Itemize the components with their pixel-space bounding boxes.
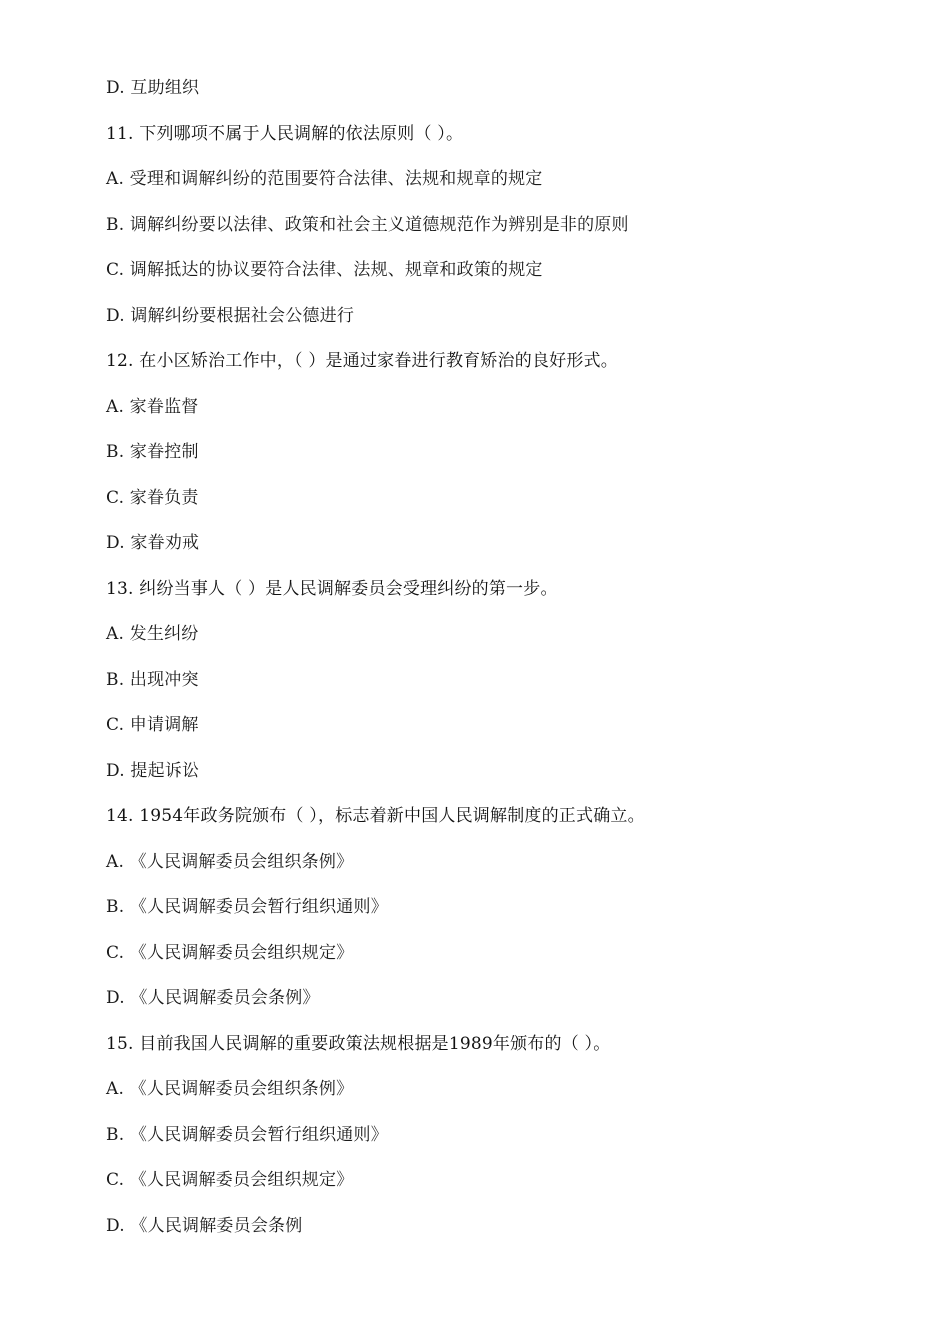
option-line: B. 出现冲突 <box>106 669 199 690</box>
option-line: B. 调解纠纷要以法律、政策和社会主义道德规范作为辨别是非的原则 <box>106 214 629 235</box>
option-line: A. 家眷监督 <box>106 396 199 417</box>
question-list <box>106 72 906 1255</box>
option-line: A. 受理和调解纠纷的范围要符合法律、法规和规章的规定 <box>106 169 543 189</box>
option-line: A. 发生纠纷 <box>106 624 199 644</box>
option-line: D. 调解纠纷要根据社会公德进行 <box>106 305 355 326</box>
option-line: D. 家眷劝戒 <box>106 533 200 553</box>
option-line: C. 调解抵达的协议要符合法律、法规、规章和政策的规定 <box>106 260 543 280</box>
option-line: B. 《人民调解委员会暂行组织通则》 <box>106 1124 388 1145</box>
option-line: B. 家眷控制 <box>106 442 199 462</box>
question-line: 14. 1954年政务院颁布（ ），标志着新中国人民调解制度的正式确立。 <box>106 806 645 826</box>
question-line: 11. 下列哪项不属于人民调解的依法原则（ ）。 <box>106 123 464 144</box>
option-line: D. 《人民调解委员会条例》 <box>106 988 320 1008</box>
option-line: C. 《人民调解委员会组织规定》 <box>106 1170 354 1190</box>
question-line: 13. 纠纷当事人（ ）是人民调解委员会受理纠纷的第一步。 <box>106 578 558 599</box>
option-line: C. 家眷负责 <box>106 487 199 508</box>
option-line: A. 《人民调解委员会组织条例》 <box>106 851 354 872</box>
option-line: A. 《人民调解委员会组织条例》 <box>106 1079 354 1099</box>
option-line: D. 互助组织 <box>106 78 200 98</box>
option-line: D. 提起诉讼 <box>106 760 200 781</box>
question-line: 12. 在小区矫治工作中，（ ）是通过家眷进行教育矫治的良好形式。 <box>106 351 618 371</box>
option-line: C. 申请调解 <box>106 715 199 735</box>
question-line: 15. 目前我国人民调解的重要政策法规根据是1989年颁布的（ ）。 <box>106 1033 611 1054</box>
option-line: C. 《人民调解委员会组织规定》 <box>106 942 354 963</box>
option-line: B. 《人民调解委员会暂行组织通则》 <box>106 897 388 917</box>
option-line: D. 《人民调解委员会条例 <box>106 1215 303 1236</box>
